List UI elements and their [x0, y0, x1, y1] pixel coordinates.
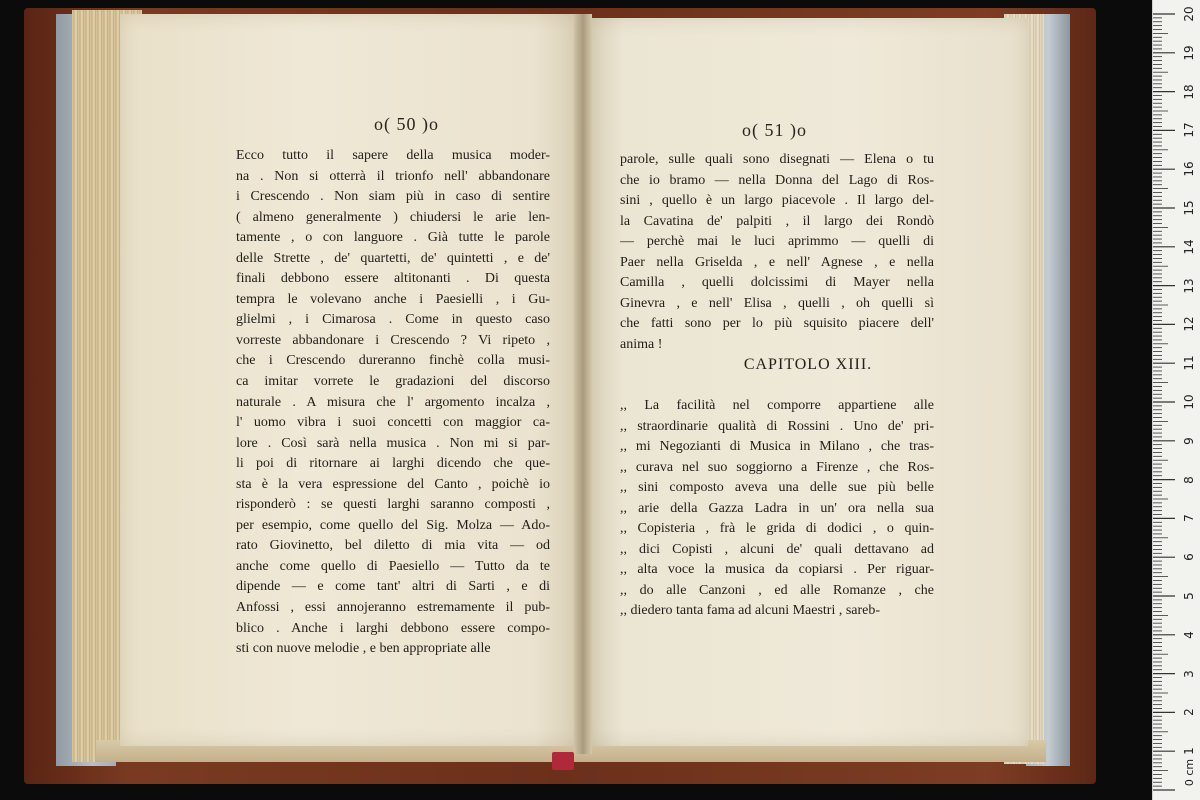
text-line: ,, mi Negozianti di Musica in Milano , che tras- — [620, 439, 934, 455]
ruler-number: 15 — [1182, 200, 1196, 216]
ruler-number: 4 — [1182, 630, 1196, 639]
text-line: ,, straordinarie qualità di Rossini . Uno de' pri- — [620, 418, 934, 434]
text-line: che i Crescendo dureranno finchè colla musi- — [236, 353, 550, 369]
text-line: che io bramo — nella Donna del Lago di Ros- — [620, 172, 934, 188]
text-line: sti con nuove melodie , e ben appropriate alle — [236, 641, 491, 657]
text-line: i Crescendo . Non siam più in caso di sentire — [236, 189, 550, 205]
ruler-number: 1 — [1182, 747, 1196, 756]
text-line: Paer nella Griselda , e nell' Agnese , e nella — [620, 254, 934, 270]
text-line: glielmi , i Cimarosa . Come in questo caso — [236, 312, 550, 328]
ruler-number: 3 — [1182, 669, 1196, 678]
text-line: ,, alta voce la musica da copiarsi . Per riguar- — [620, 562, 934, 578]
ruler-number: 18 — [1182, 83, 1196, 100]
ruler-number: 5 — [1182, 592, 1196, 600]
text-line: tempra le volevano anche i Paesielli , i Gu- — [236, 291, 550, 307]
text-line: tamente , o con languore . Già tutte le parole — [236, 230, 550, 246]
ruler-number: 13 — [1182, 277, 1196, 294]
text-line: la Cavatina de' palpiti , il largo dei Rondò — [620, 213, 934, 229]
text-line: finali debbono essere altitonanti . Di questa — [236, 271, 550, 287]
text-line: naturale . A misura che l' argomento incalza , — [236, 394, 550, 410]
ruler-number: 16 — [1182, 161, 1196, 177]
chapter-heading: CAPITOLO XIII. — [743, 356, 873, 373]
text-line: Ginevra , e nell' Elisa , quelli , oh quelli sì — [620, 295, 934, 311]
text-line: parole, sulle quali sono disegnati — Elena o tu — [620, 152, 934, 167]
left-page-number: o( 50 )o — [374, 114, 439, 134]
text-line: per esempio, come quello del Sig. Molza — Ado- — [236, 517, 550, 533]
text-line: ,, curava nel suo soggiorno a Firenze , che Ros- — [620, 459, 934, 475]
chapter-text — [620, 396, 934, 622]
right-page-number: o( 51 )o — [742, 120, 807, 140]
text-line: ,, diedero tanta fama ad alcuni Maestri , sareb- — [620, 603, 881, 619]
ruler-number: 8 — [1182, 475, 1196, 484]
text-line: ,, arie della Gazza Ladra in un' ora nella sua — [620, 500, 934, 516]
text-line: ,, La facilità nel comporre appartiene alle — [620, 398, 934, 413]
text-line: l' uomo vibra i suoi concetti con maggior ca- — [236, 415, 550, 431]
text-line: che fatti sono per lo più squisito piacere dell' — [620, 316, 934, 332]
text-line: ,, do alle Canzoni , ed alle Romanze , che — [620, 582, 934, 598]
text-line: vorreste abbandonare i Crescendo ? Vi ripeto , — [236, 332, 550, 348]
book-gutter — [574, 14, 592, 754]
text-line: li poi di ritornare ai larghi dicendo che que- — [236, 456, 550, 472]
text-line: risponderò : se questi larghi saranno composti , — [236, 497, 550, 513]
ruler-number: 11 — [1182, 355, 1196, 371]
text-line: ,, dici Copisti , alcuni de' quali dettavano ad — [620, 541, 934, 557]
ruler-number: 10 — [1182, 394, 1196, 410]
text-line: Anfossi , essi annojeranno estremamente il pub- — [236, 600, 550, 616]
text-line: anche come quello di Paesiello — Tutto da te — [236, 558, 550, 574]
bookmark-ribbon — [552, 752, 574, 770]
ruler-number: 14 — [1182, 239, 1196, 255]
text-line: ca imitar vorrete le gradazioni del discorso — [236, 374, 550, 390]
ruler-number: 9 — [1182, 436, 1196, 445]
text-line: ( almeno generalmente ) chiudersi le arie len- — [236, 209, 550, 225]
text-line: sta è la vera espressione del Canto , poichè io — [236, 476, 550, 492]
ruler-number: 17 — [1182, 122, 1196, 139]
ruler-number: 19 — [1182, 45, 1196, 61]
ruler-number: 2 — [1182, 708, 1196, 717]
text-line: ,, Copisteria , frà le grida di dodici , o quin- — [620, 521, 934, 537]
text-line: sini , quello è un largo piacevole . Il largo del- — [620, 193, 934, 209]
text-line: anima ! — [620, 336, 663, 352]
text-line: na . Non si otterrà il trionfo nell' abbandonare — [236, 168, 550, 184]
text-line: — perchè mai le luci aprimmo — quelli di — [620, 234, 934, 250]
right-page — [588, 18, 1028, 746]
text-line: dipende — e come tant' altri di Sarti , e di — [236, 579, 550, 595]
text-line: lore . Così sarà nella musica . Non mi si par- — [236, 435, 550, 451]
ruler-number: 6 — [1182, 553, 1196, 562]
text-line: Ecco tutto il sapere della musica moder- — [236, 148, 550, 163]
text-line: blico . Anche i larghi debbono essere compo- — [236, 620, 550, 636]
text-line: delle Strette , de' quartetti, de' quintetti , e de' — [236, 250, 550, 266]
text-line: ,, sini composto aveva una delle sue più belle — [620, 480, 934, 496]
ruler-unit-label: 0 cm — [1183, 758, 1197, 787]
text-line: Camilla , quelli dolcissimi di Mayer nella — [620, 275, 934, 291]
right-page-text — [620, 150, 934, 355]
ruler-number: 12 — [1182, 316, 1196, 333]
ruler-number: 20 — [1182, 6, 1196, 22]
ruler-number: 7 — [1182, 514, 1196, 523]
text-line: rato Giovinetto, bel diletto di mia vita — od — [236, 538, 550, 554]
left-page-text — [236, 146, 550, 660]
